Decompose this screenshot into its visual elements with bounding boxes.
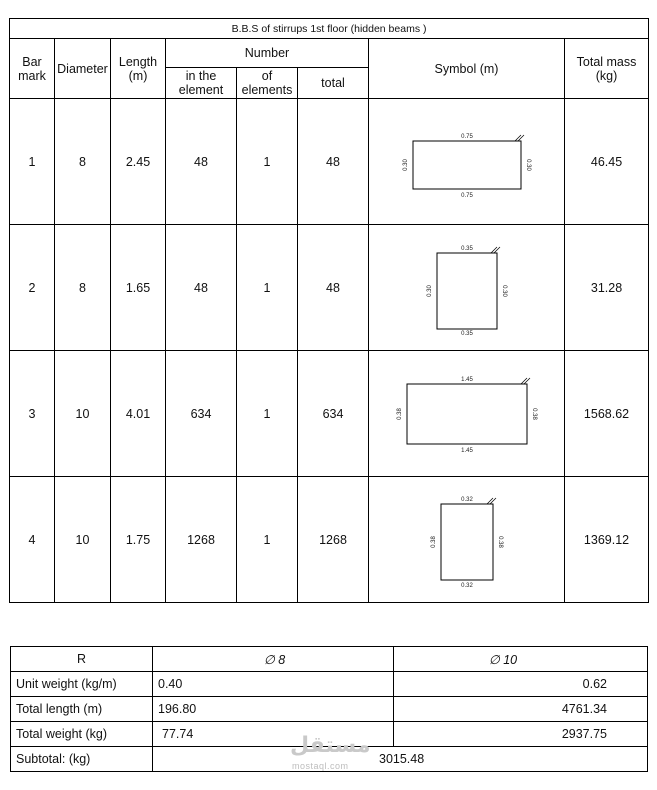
total-cell: 634: [298, 351, 369, 477]
symbol-cell: [369, 477, 565, 603]
table-caption: B.B.S of stirrups 1st floor (hidden beams ): [10, 19, 649, 39]
dim-left: 0.38: [431, 535, 437, 548]
length-cell: 4.01: [111, 351, 166, 477]
table-row: [10, 477, 649, 603]
total-mass-cell: 1568.62: [565, 351, 649, 477]
diameter-cell: 8: [55, 225, 111, 351]
bar-mark-cell: 1: [10, 99, 55, 225]
length-cell: 1.75: [111, 477, 166, 603]
header-bar-mark: Bar mark: [10, 39, 55, 99]
header-diameter: Diameter: [55, 39, 111, 99]
bar-mark-cell: 4: [10, 477, 55, 603]
watermark-arabic: مستقل: [290, 733, 371, 758]
table-row: [10, 351, 649, 477]
symbol-cell: [369, 351, 565, 477]
dim-right: 0.38: [531, 407, 537, 420]
header-symbol: Symbol (m): [369, 39, 565, 99]
total-weight-label: Total weight (kg): [11, 722, 153, 747]
summary-header-row: [11, 647, 648, 672]
mostaql-watermark: [286, 733, 371, 773]
total-cell: 1268: [298, 477, 369, 603]
length-cell: 1.65: [111, 225, 166, 351]
total-cell: 48: [298, 99, 369, 225]
total-cell: 48: [298, 225, 369, 351]
dim-bottom: 0.32: [461, 582, 473, 589]
dim-right: 0.30: [501, 284, 507, 297]
of-elements-cell: 1: [237, 225, 298, 351]
total-weight-10: 2937.75: [394, 722, 648, 747]
dim-bottom: 0.75: [461, 192, 473, 199]
unit-weight-8: 0.40: [153, 672, 394, 697]
unit-weight-10: 0.62: [394, 672, 648, 697]
total-mass-cell: 31.28: [565, 225, 649, 351]
header-in-element: in the element: [166, 68, 237, 99]
in-element-cell: 48: [166, 99, 237, 225]
total-length-10: 4761.34: [394, 697, 648, 722]
dim-top: 1.45: [461, 376, 473, 383]
dim-top: 0.35: [461, 245, 473, 252]
unit-weight-row: [11, 672, 648, 697]
table-row: [10, 225, 649, 351]
watermark-latin: mostaql.com: [292, 761, 349, 771]
dim-right: 0.38: [497, 535, 503, 548]
diameter-cell: 10: [55, 351, 111, 477]
total-mass-cell: 1369.12: [565, 477, 649, 603]
diameter-8-header: ∅ 8: [153, 647, 394, 672]
bbs-table: [9, 18, 649, 603]
header-length: Length (m): [111, 39, 166, 99]
subtotal-label: Subtotal: (kg): [11, 747, 153, 772]
bar-mark-cell: 3: [10, 351, 55, 477]
diameter-cell: 10: [55, 477, 111, 603]
dim-bottom: 1.45: [461, 447, 473, 454]
dim-top: 0.32: [461, 496, 473, 503]
total-weight-8: 77.74: [153, 722, 394, 747]
header-total-mass: Total mass (kg): [565, 39, 649, 99]
total-length-label: Total length (m): [11, 697, 153, 722]
subtotal-value: 3015.48: [153, 747, 648, 772]
dim-left: 0.30: [403, 158, 409, 171]
dim-right: 0.30: [525, 158, 531, 171]
in-element-cell: 48: [166, 225, 237, 351]
header-number: Number: [166, 39, 369, 68]
in-element-cell: 634: [166, 351, 237, 477]
dim-left: 0.38: [397, 407, 403, 420]
of-elements-cell: 1: [237, 351, 298, 477]
total-length-8: 196.80: [153, 697, 394, 722]
in-element-cell: 1268: [166, 477, 237, 603]
of-elements-cell: 1: [237, 99, 298, 225]
table-row: [10, 99, 649, 225]
dim-top: 0.75: [461, 133, 473, 140]
dim-left: 0.30: [427, 284, 433, 297]
bar-mark-cell: 2: [10, 225, 55, 351]
total-mass-cell: 46.45: [565, 99, 649, 225]
header-total: total: [298, 68, 369, 99]
of-elements-cell: 1: [237, 477, 298, 603]
diameter-cell: 8: [55, 99, 111, 225]
length-cell: 2.45: [111, 99, 166, 225]
diameter-10-header: ∅ 10: [394, 647, 648, 672]
symbol-cell: [369, 225, 565, 351]
symbol-cell: [369, 99, 565, 225]
unit-weight-label: Unit weight (kg/m): [11, 672, 153, 697]
r-label: R: [11, 647, 153, 672]
stirrup-symbol-1: [369, 127, 565, 197]
stirrup-symbol-2: [369, 243, 565, 337]
stirrup-symbol-4: [369, 492, 565, 588]
stirrup-symbol-3: [369, 374, 565, 454]
dim-bottom: 0.35: [461, 330, 473, 337]
total-length-row: [11, 697, 648, 722]
header-of-elements: of elements: [237, 68, 298, 99]
